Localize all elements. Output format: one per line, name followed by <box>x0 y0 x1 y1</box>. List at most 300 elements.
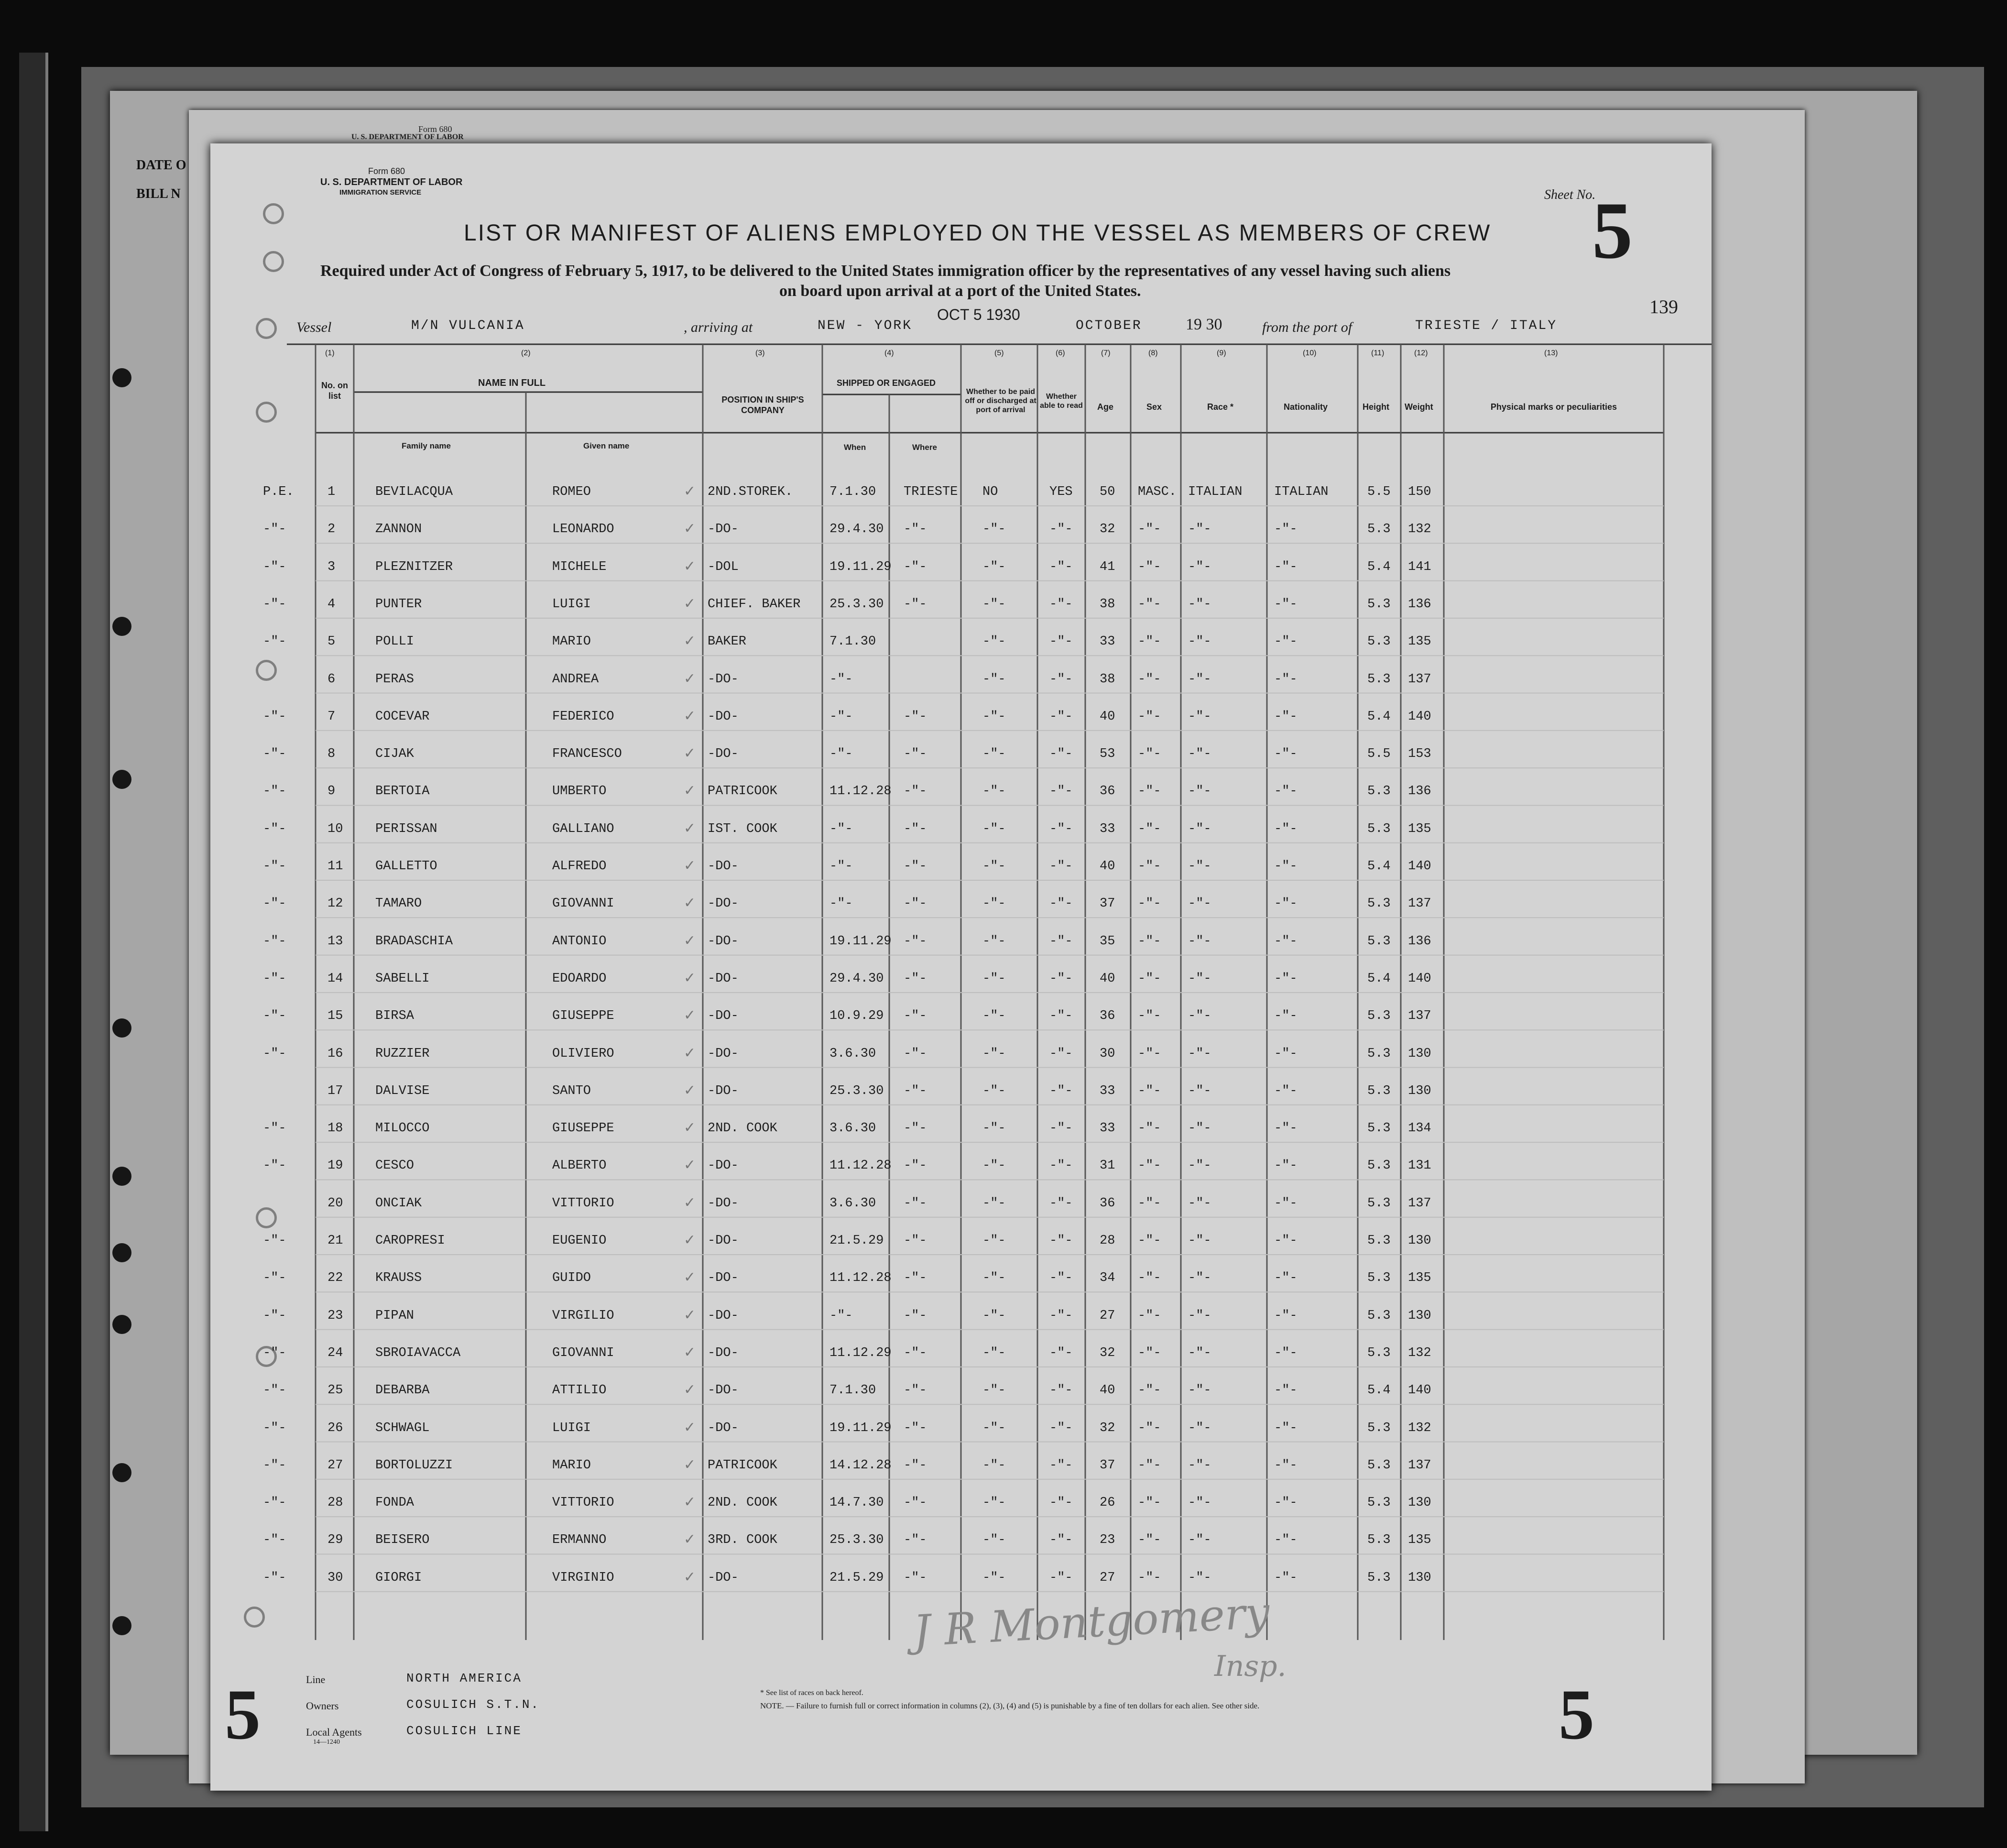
row-number: 23 <box>327 1308 343 1323</box>
given-name: FRANCESCO <box>552 747 622 762</box>
height: 5.3 <box>1367 1196 1391 1211</box>
able-to-read: -"- <box>1049 747 1073 762</box>
nationality: -"- <box>1274 1383 1298 1398</box>
nationality: -"- <box>1274 1083 1298 1098</box>
row-continuation-mark: -"- <box>263 1383 286 1398</box>
row-continuation-mark: -"- <box>263 897 286 911</box>
punch-hole <box>263 203 284 224</box>
check-mark-icon: ✓ <box>684 858 696 874</box>
punch-hole <box>112 770 131 789</box>
sex: -"- <box>1138 1009 1161 1024</box>
weight: 137 <box>1408 1196 1431 1211</box>
race: -"- <box>1188 1496 1211 1510</box>
shipped-when: -"- <box>829 747 853 762</box>
footer-sheet-number-right: 5 <box>1559 1675 1594 1754</box>
col-header-able-to-read: Whether able to read <box>1040 393 1083 410</box>
row-continuation-mark: -"- <box>263 747 286 762</box>
row-number: 7 <box>327 709 336 724</box>
age: 41 <box>1100 559 1115 574</box>
sex: -"- <box>1138 934 1161 949</box>
form-title: LIST OR MANIFEST OF ALIENS EMPLOYED ON THE VESSEL AS MEMBERS OF CREW <box>464 220 1492 246</box>
shipped-where: -"- <box>904 1458 927 1473</box>
given-name: ERMANNO <box>552 1533 607 1548</box>
col-num: (12) <box>1414 349 1428 357</box>
under-department: U. S. DEPARTMENT OF LABOR <box>351 133 464 141</box>
col-header-family-name: Family name <box>402 441 451 450</box>
shipped-where: -"- <box>904 1383 927 1398</box>
ship-position: 2ND. COOK <box>708 1496 777 1510</box>
paid-off: -"- <box>982 747 1006 762</box>
able-to-read: -"- <box>1049 821 1073 836</box>
race: -"- <box>1188 597 1211 612</box>
check-mark-icon: ✓ <box>684 1007 696 1024</box>
col-header-sex: Sex <box>1146 402 1162 412</box>
race: -"- <box>1188 1083 1211 1098</box>
race: -"- <box>1188 634 1211 649</box>
punch-hole <box>112 1463 131 1482</box>
paid-off: -"- <box>982 672 1006 687</box>
age: 40 <box>1100 1383 1115 1398</box>
row-number: 8 <box>327 747 336 762</box>
ship-position: -DO- <box>708 709 739 724</box>
family-name: ZANNON <box>375 522 422 537</box>
weight: 136 <box>1408 784 1431 799</box>
family-name: DALVISE <box>375 1083 430 1098</box>
weight: 135 <box>1408 634 1431 649</box>
able-to-read: -"- <box>1049 1570 1073 1585</box>
family-name: SABELLI <box>375 971 430 986</box>
given-name: OLIVIERO <box>552 1046 614 1061</box>
col-num: (4) <box>884 349 894 357</box>
able-to-read: -"- <box>1049 634 1073 649</box>
punch-hole <box>112 617 131 636</box>
shipped-when: 29.4.30 <box>829 971 884 986</box>
sheet-number: 5 <box>1592 186 1633 275</box>
family-name: BEISERO <box>375 1533 430 1548</box>
row-continuation-mark: -"- <box>263 1271 286 1286</box>
family-name: PLEZNITZER <box>375 559 453 574</box>
shipped-when: 19.11.29 <box>829 934 892 949</box>
age: 32 <box>1100 1345 1115 1360</box>
weight: 141 <box>1408 559 1431 574</box>
paid-off: -"- <box>982 1159 1006 1173</box>
row-number: 21 <box>327 1234 343 1248</box>
able-to-read: -"- <box>1049 1046 1073 1061</box>
sex: -"- <box>1138 747 1161 762</box>
paid-off: -"- <box>982 1009 1006 1024</box>
family-name: PIPAN <box>375 1308 414 1323</box>
age: 35 <box>1100 934 1115 949</box>
ship-position: -DO- <box>708 1159 739 1173</box>
paid-off: -"- <box>982 1234 1006 1248</box>
able-to-read: -"- <box>1049 971 1073 986</box>
given-name: VIRGILIO <box>552 1308 614 1323</box>
sex: -"- <box>1138 1496 1161 1510</box>
sex: -"- <box>1138 1196 1161 1211</box>
sex: MASC. <box>1138 485 1177 499</box>
nationality: -"- <box>1274 1121 1298 1136</box>
shipped-where: -"- <box>904 1421 927 1435</box>
given-name: UMBERTO <box>552 784 607 799</box>
height: 5.3 <box>1367 897 1391 911</box>
sex: -"- <box>1138 971 1161 986</box>
age: 37 <box>1100 897 1115 911</box>
paid-off: -"- <box>982 934 1006 949</box>
agents-value: COSULICH LINE <box>406 1724 522 1738</box>
row-continuation-mark: P.E. <box>263 485 294 499</box>
age: 26 <box>1100 1496 1115 1510</box>
punch-hole <box>256 402 277 423</box>
given-name: LEONARDO <box>552 522 614 537</box>
shipped-when: 3.6.30 <box>829 1121 876 1136</box>
col-header-no: No. on list <box>321 381 348 401</box>
row-continuation-mark: -"- <box>263 1234 286 1248</box>
ship-position: -DO- <box>708 1271 739 1286</box>
check-mark-icon: ✓ <box>684 820 696 836</box>
age: 37 <box>1100 1458 1115 1473</box>
col-num: (10) <box>1303 349 1317 357</box>
form-subtitle: on board upon arrival at a port of the United States. <box>779 282 1141 300</box>
sex: -"- <box>1138 1234 1161 1248</box>
col-header-weight: Weight <box>1405 402 1433 412</box>
nationality: -"- <box>1274 1458 1298 1473</box>
check-mark-icon: ✓ <box>684 483 696 499</box>
family-name: PERISSAN <box>375 821 437 836</box>
able-to-read: -"- <box>1049 1083 1073 1098</box>
row-continuation-mark: -"- <box>263 1533 286 1548</box>
height: 5.3 <box>1367 934 1391 949</box>
row-continuation-mark: -"- <box>263 1308 286 1323</box>
punch-hole <box>112 368 131 387</box>
under-form-no: Form 680 <box>418 124 452 134</box>
race: -"- <box>1188 1570 1211 1585</box>
family-name: BIRSA <box>375 1009 414 1024</box>
height: 5.4 <box>1367 709 1391 724</box>
able-to-read: -"- <box>1049 1383 1073 1398</box>
arrival-year: 19 30 <box>1186 316 1222 333</box>
row-continuation-mark: -"- <box>263 971 286 986</box>
arrival-stamp: OCT 5 1930 <box>937 306 1020 323</box>
row-continuation-mark: -"- <box>263 709 286 724</box>
row-continuation-mark: -"- <box>263 634 286 649</box>
shipped-where: -"- <box>904 1121 927 1136</box>
weight: 150 <box>1408 485 1431 499</box>
from-label: from the port of <box>1262 319 1353 335</box>
height: 5.3 <box>1367 1121 1391 1136</box>
weight: 136 <box>1408 597 1431 612</box>
row-continuation-mark: -"- <box>263 559 286 574</box>
left-label: DATE O <box>136 158 186 173</box>
sex: -"- <box>1138 1570 1161 1585</box>
able-to-read: -"- <box>1049 784 1073 799</box>
from-port: TRIESTE / ITALY <box>1415 318 1558 333</box>
shipped-where: -"- <box>904 1159 927 1173</box>
arrival-month: OCTOBER <box>1076 318 1142 333</box>
age: 33 <box>1100 821 1115 836</box>
row-number: 17 <box>327 1083 343 1098</box>
sex: -"- <box>1138 1383 1161 1398</box>
check-mark-icon: ✓ <box>684 783 696 799</box>
check-mark-icon: ✓ <box>684 1569 696 1585</box>
weight: 132 <box>1408 522 1431 537</box>
height: 5.3 <box>1367 1083 1391 1098</box>
shipped-where: -"- <box>904 1083 927 1098</box>
age: 33 <box>1100 1121 1115 1136</box>
col-num: (7) <box>1101 349 1111 357</box>
punch-hole <box>256 1207 277 1228</box>
row-number: 15 <box>327 1009 343 1024</box>
shipped-where: -"- <box>904 1009 927 1024</box>
sex: -"- <box>1138 1046 1161 1061</box>
shipped-when: -"- <box>829 672 853 687</box>
paid-off: -"- <box>982 1308 1006 1323</box>
weight: 130 <box>1408 1496 1431 1510</box>
age: 32 <box>1100 1421 1115 1435</box>
paid-off: -"- <box>982 522 1006 537</box>
able-to-read: -"- <box>1049 522 1073 537</box>
given-name: ROMEO <box>552 485 591 499</box>
shipped-when: 25.3.30 <box>829 1083 884 1098</box>
row-number: 29 <box>327 1533 343 1548</box>
given-name: ATTILIO <box>552 1383 607 1398</box>
sex: -"- <box>1138 1421 1161 1435</box>
race: -"- <box>1188 1196 1211 1211</box>
vessel-label: Vessel <box>296 319 332 335</box>
col-num: (5) <box>994 349 1004 357</box>
check-mark-icon: ✓ <box>684 1344 696 1360</box>
paid-off: -"- <box>982 634 1006 649</box>
weight: 140 <box>1408 1383 1431 1398</box>
family-name: COCEVAR <box>375 709 430 724</box>
family-name: BORTOLUZZI <box>375 1458 453 1473</box>
age: 36 <box>1100 1009 1115 1024</box>
row-number: 26 <box>327 1421 343 1435</box>
age: 40 <box>1100 971 1115 986</box>
race: -"- <box>1188 784 1211 799</box>
family-name: CESCO <box>375 1159 414 1173</box>
given-name: SANTO <box>552 1083 591 1098</box>
weight: 135 <box>1408 1271 1431 1286</box>
nationality: -"- <box>1274 1234 1298 1248</box>
check-mark-icon: ✓ <box>684 970 696 986</box>
col-header-height: Height <box>1363 402 1389 412</box>
nationality: -"- <box>1274 934 1298 949</box>
shipped-where: -"- <box>904 1271 927 1286</box>
nationality: -"- <box>1274 522 1298 537</box>
paid-off: -"- <box>982 1083 1006 1098</box>
age: 36 <box>1100 784 1115 799</box>
weight: 130 <box>1408 1046 1431 1061</box>
paid-off: -"- <box>982 1570 1006 1585</box>
family-name: KRAUSS <box>375 1271 422 1286</box>
sex: -"- <box>1138 1308 1161 1323</box>
manifest-sheet <box>210 143 1712 1791</box>
family-name: SBROIAVACCA <box>375 1345 461 1360</box>
col-header-where: Where <box>912 443 937 452</box>
row-continuation-mark: -"- <box>263 1046 286 1061</box>
race: -"- <box>1188 1421 1211 1435</box>
nationality: -"- <box>1274 1271 1298 1286</box>
shipped-when: 7.1.30 <box>829 485 876 499</box>
nationality: -"- <box>1274 1308 1298 1323</box>
height: 5.4 <box>1367 559 1391 574</box>
sex: -"- <box>1138 709 1161 724</box>
shipped-where: -"- <box>904 1570 927 1585</box>
form-subtitle: Required under Act of Congress of February 5, 1917, to be delivered to the United States immigration officer by the representatives of any vessel having such aliens <box>320 262 1451 280</box>
family-name: FONDA <box>375 1496 414 1510</box>
sex: -"- <box>1138 522 1161 537</box>
check-mark-icon: ✓ <box>684 1307 696 1323</box>
nationality: -"- <box>1274 1009 1298 1024</box>
family-name: TAMARO <box>375 897 422 911</box>
height: 5.5 <box>1367 747 1391 762</box>
col-num: (11) <box>1371 349 1385 357</box>
footer-sheet-number-left: 5 <box>225 1675 261 1754</box>
nationality: -"- <box>1274 1046 1298 1061</box>
check-mark-icon: ✓ <box>684 670 696 687</box>
race: -"- <box>1188 1009 1211 1024</box>
col-num: (6) <box>1056 349 1065 357</box>
paid-off: -"- <box>982 971 1006 986</box>
shipped-where: -"- <box>904 1496 927 1510</box>
race: -"- <box>1188 1533 1211 1548</box>
col-num: (8) <box>1148 349 1158 357</box>
row-number: 27 <box>327 1458 343 1473</box>
shipped-when: 3.6.30 <box>829 1046 876 1061</box>
weight: 137 <box>1408 897 1431 911</box>
paid-off: -"- <box>982 1345 1006 1360</box>
col-header-given-name: Given name <box>583 441 630 450</box>
row-number: 11 <box>327 859 343 874</box>
shipped-where: -"- <box>904 747 927 762</box>
shipped-where: -"- <box>904 1196 927 1211</box>
col-num: (2) <box>521 349 531 357</box>
row-number: 20 <box>327 1196 343 1211</box>
height: 5.3 <box>1367 1308 1391 1323</box>
race: -"- <box>1188 709 1211 724</box>
family-name: GIORGI <box>375 1570 422 1585</box>
age: 38 <box>1100 597 1115 612</box>
ship-position: -DO- <box>708 859 739 874</box>
ship-position: BAKER <box>708 634 747 649</box>
check-mark-icon: ✓ <box>684 708 696 724</box>
given-name: LUIGI <box>552 597 591 612</box>
inspector-title: Insp. <box>1214 1650 1287 1683</box>
race: -"- <box>1188 859 1211 874</box>
weight: 132 <box>1408 1345 1431 1360</box>
sex: -"- <box>1138 1458 1161 1473</box>
age: 27 <box>1100 1308 1115 1323</box>
shipped-when: 11.12.28 <box>829 784 892 799</box>
paid-off: NO <box>982 485 998 499</box>
race: -"- <box>1188 1271 1211 1286</box>
paid-off: -"- <box>982 597 1006 612</box>
row-number: 28 <box>327 1496 343 1510</box>
row-continuation-mark: -"- <box>263 1159 286 1173</box>
shipped-when: 11.12.28 <box>829 1159 892 1173</box>
sheet-label: Sheet No. <box>1544 187 1596 202</box>
weight: 134 <box>1408 1121 1431 1136</box>
shipped-when: 19.11.29 <box>829 559 892 574</box>
sex: -"- <box>1138 1159 1161 1173</box>
ship-position: -DO- <box>708 1046 739 1061</box>
family-name: BEVILACQUA <box>375 485 453 499</box>
left-label: BILL N <box>136 186 181 201</box>
able-to-read: -"- <box>1049 709 1073 724</box>
sex: -"- <box>1138 597 1161 612</box>
row-continuation-mark: -"- <box>263 1458 286 1473</box>
able-to-read: YES <box>1049 485 1073 499</box>
given-name: ALFREDO <box>552 859 607 874</box>
row-number: 19 <box>327 1159 343 1173</box>
col-header-name: NAME IN FULL <box>478 378 546 388</box>
col-header-nationality: Nationality <box>1284 402 1328 412</box>
ship-position: 3RD. COOK <box>708 1533 777 1548</box>
sex: -"- <box>1138 784 1161 799</box>
sex: -"- <box>1138 897 1161 911</box>
ship-position: -DO- <box>708 1421 739 1435</box>
paid-off: -"- <box>982 821 1006 836</box>
able-to-read: -"- <box>1049 934 1073 949</box>
shipped-when: -"- <box>829 1308 853 1323</box>
nationality: -"- <box>1274 597 1298 612</box>
check-mark-icon: ✓ <box>684 1531 696 1548</box>
height: 5.3 <box>1367 1009 1391 1024</box>
age: 40 <box>1100 709 1115 724</box>
able-to-read: -"- <box>1049 1496 1073 1510</box>
height: 5.3 <box>1367 1458 1391 1473</box>
row-number: 13 <box>327 934 343 949</box>
shipped-where: -"- <box>904 821 927 836</box>
punch-hole <box>244 1607 265 1628</box>
punch-hole <box>112 1167 131 1186</box>
height: 5.3 <box>1367 1570 1391 1585</box>
family-name: GALLETTO <box>375 859 437 874</box>
agents-code: 14—1240 <box>313 1739 340 1746</box>
ship-position: -DO- <box>708 934 739 949</box>
sex: -"- <box>1138 559 1161 574</box>
row-number: 1 <box>327 485 336 499</box>
height: 5.3 <box>1367 634 1391 649</box>
nationality: -"- <box>1274 1533 1298 1548</box>
race: -"- <box>1188 1121 1211 1136</box>
nationality: -"- <box>1274 1496 1298 1510</box>
shipped-where: -"- <box>904 1234 927 1248</box>
row-number: 5 <box>327 634 336 649</box>
race: -"- <box>1188 559 1211 574</box>
shipped-where: -"- <box>904 897 927 911</box>
col-num: (13) <box>1544 349 1558 357</box>
weight: 140 <box>1408 709 1431 724</box>
check-mark-icon: ✓ <box>684 1045 696 1061</box>
row-number: 9 <box>327 784 336 799</box>
age: 28 <box>1100 1234 1115 1248</box>
given-name: GIUSEPPE <box>552 1009 614 1024</box>
weight: 130 <box>1408 1570 1431 1585</box>
ship-position: -DO- <box>708 1234 739 1248</box>
height: 5.3 <box>1367 1421 1391 1435</box>
able-to-read: -"- <box>1049 1121 1073 1136</box>
row-number: 2 <box>327 522 336 537</box>
family-name: POLLI <box>375 634 414 649</box>
able-to-read: -"- <box>1049 559 1073 574</box>
given-name: ANDREA <box>552 672 599 687</box>
row-number: 22 <box>327 1271 343 1286</box>
ship-position: 2ND. COOK <box>708 1121 777 1136</box>
able-to-read: -"- <box>1049 1421 1073 1435</box>
given-name: VIRGINIO <box>552 1570 614 1585</box>
able-to-read: -"- <box>1049 859 1073 874</box>
